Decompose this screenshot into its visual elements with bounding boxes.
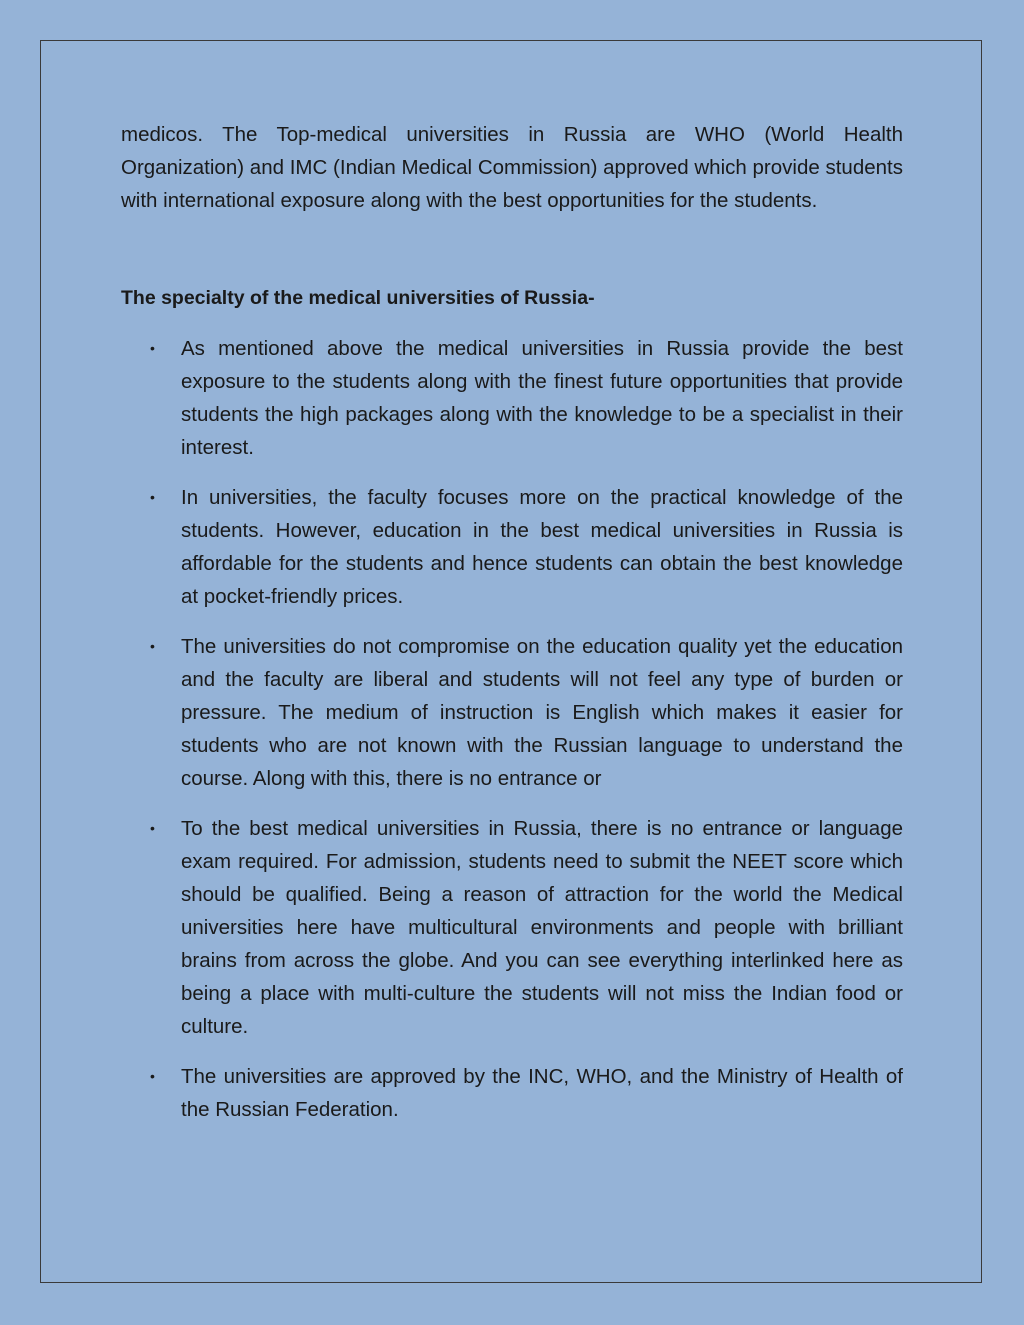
list-item: [121, 630, 903, 795]
list-item: [121, 812, 903, 1043]
list-item-text: To the best medical universities in Russia, there is no entrance or language exam required. For admission, students need to submit the NEET score which should be qualified. Being a reason of attraction for the world the Medical universities here have multicultural environments and people with brilliant brains from across the globe. And you can see everything interlinked here as being a place with multi-culture the students will not miss the Indian food or culture.: [181, 817, 903, 1038]
bullet-icon: •: [150, 820, 155, 836]
document-content: [121, 118, 903, 1143]
bullet-icon: •: [150, 489, 155, 505]
list-item-text: The universities do not compromise on the education quality yet the education and the faculty are liberal and students will not feel any type of burden or pressure. The medium of instruction is English which makes it easier for students who are not known with the Russian language to understand the course. Along with this, there is no entrance or: [181, 635, 903, 790]
list-item: [121, 481, 903, 613]
list-item-text: In universities, the faculty focuses more on the practical knowledge of the students. However, education in the best medical universities in Russia is affordable for the students and hence students can obtain the best knowledge at pocket-friendly prices.: [181, 486, 903, 608]
section-heading: The specialty of the medical universities of Russia-: [121, 287, 595, 309]
specialty-list: [121, 332, 903, 1126]
list-item-text: The universities are approved by the INC, WHO, and the Ministry of Health of the Russian Federation.: [181, 1065, 903, 1121]
bullet-icon: •: [150, 340, 155, 356]
list-item: [121, 1060, 903, 1126]
bullet-icon: •: [150, 638, 155, 654]
list-item-text: As mentioned above the medical universities in Russia provide the best exposure to the students along with the finest future opportunities that provide students the high packages along with the knowledge to be a specialist in their interest.: [181, 337, 903, 459]
bullet-icon: •: [150, 1068, 155, 1084]
list-item: [121, 332, 903, 464]
intro-paragraph: medicos. The Top-medical universities in Russia are WHO (World Health Organization) and IMC (Indian Medical Commission) approved which provide students with international exposure along with the best opportunities for the students.: [121, 123, 903, 212]
